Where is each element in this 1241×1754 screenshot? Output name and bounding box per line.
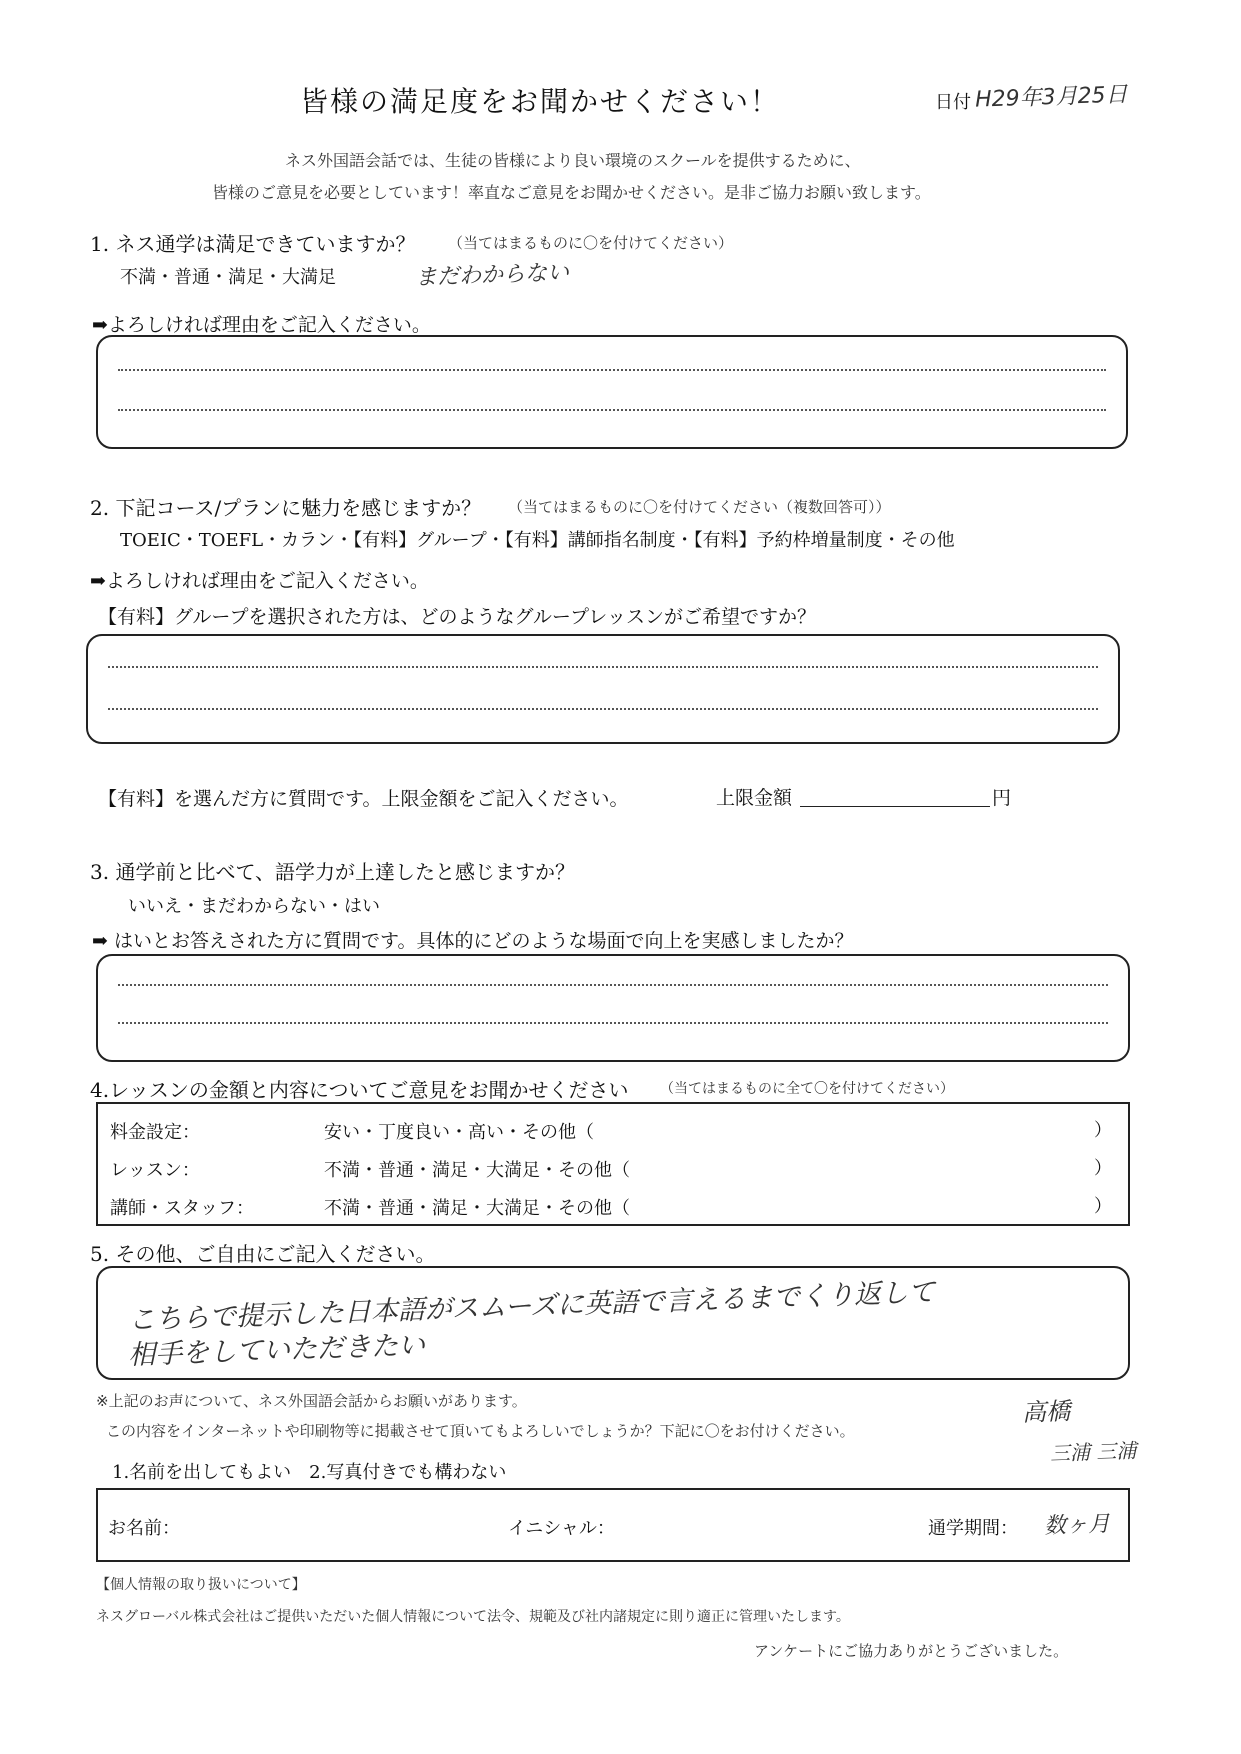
name-label: お名前：	[108, 1518, 180, 1539]
q1-instruction: （当てはまるものに〇を付けてください）	[448, 234, 734, 252]
q5-handwritten-line-2: 相手をしていただきたい	[127, 1329, 426, 1372]
q4-row-label-lesson: レッスン：	[110, 1160, 200, 1181]
q1-reason-box[interactable]	[96, 335, 1128, 449]
initial-label: イニシャル：	[508, 1518, 615, 1539]
consent-handwritten-note-2: 三浦 三浦	[1049, 1438, 1137, 1466]
q5-question: 5. その他、ご自由にご記入ください。	[90, 1242, 436, 1266]
q4-row-label-price: 料金設定：	[110, 1122, 200, 1143]
q1-reason-prompt: ➡よろしければ理由をご記入ください。	[92, 314, 431, 336]
period-handwritten: 数ヶ月	[1043, 1511, 1111, 1540]
q2-limit-input[interactable]	[800, 806, 990, 807]
period-label: 通学期間：	[928, 1518, 1018, 1539]
q2-limit-label: 上限金額	[716, 787, 793, 809]
q3-answer-line-1	[118, 984, 1108, 986]
q4-row-close-price: ）	[1094, 1120, 1112, 1141]
thanks-text: アンケートにご協力ありがとうございました。	[754, 1642, 1069, 1660]
q4-question: 4.レッスンの金額と内容についてご意見をお聞かせください	[90, 1078, 629, 1102]
q2-instruction: （当てはまるものに〇を付けてください（複数回答可））	[508, 498, 891, 516]
q4-row-close-lesson: ）	[1094, 1158, 1112, 1179]
q2-question: 2. 下記コース/プランに魅力を感じますか？	[90, 496, 482, 520]
q5-handwritten-line-1: こちらで提示した日本語がスムーズに英語で言えるまでくり返して	[127, 1276, 936, 1337]
consent-request: この内容をインターネットや印刷物等に掲載させて頂いてもよろしいでしょうか？下記に〇をお付けください。	[106, 1422, 855, 1440]
q1-question: 1. ネス通学は満足できていますか？	[90, 232, 416, 256]
q4-row-close-staff: ）	[1094, 1196, 1112, 1217]
q3-question: 3. 通学前と比べて、語学力が上達したと感じますか？	[90, 860, 576, 884]
q4-instruction: （当てはまるものに全て〇を付けてください）	[660, 1081, 954, 1097]
intro-line-2: 皆様のご意見を必要としています！率直なご意見をお聞かせください。是非ご協力お願い致します。	[212, 183, 931, 202]
privacy-text: ネスグローバル株式会社はご提供いただいた個人情報について法令、規範及び社内諸規定に則り適正に管理いたします。	[96, 1609, 850, 1625]
page-title: 皆様の満足度をお聞かせください！	[300, 85, 781, 118]
q1-options: 不満・普通・満足・大満足	[120, 267, 336, 288]
date-label: 日付	[935, 92, 971, 113]
date-handwritten: H29年3月25日	[974, 82, 1128, 113]
consent-handwritten-note-1: 高橋	[1021, 1397, 1071, 1427]
q4-row-label-staff: 講師・スタッフ：	[110, 1198, 254, 1219]
q2-options: TOEIC・TOEFL・カラン・【有料】グループ・【有料】講師指名制度・【有料】予約枠増量制度・その他	[120, 530, 955, 551]
q2-group-prompt: 【有料】グループを選択された方は、どのようなグループレッスンがご希望ですか？	[98, 606, 817, 628]
q2-group-box[interactable]	[86, 634, 1120, 744]
q5-comment-box[interactable]	[96, 1266, 1130, 1380]
q4-row-options-staff[interactable]: 不満・普通・満足・大満足・その他（	[324, 1198, 630, 1219]
q2-group-line-1	[108, 666, 1098, 668]
q2-group-line-2	[108, 708, 1098, 710]
q3-answer-box[interactable]	[96, 954, 1130, 1062]
q1-handwritten-answer: まだわからない	[414, 260, 570, 291]
q3-followup: ➡ はいとお答えされた方に質問です。具体的にどのような場面で向上を実感しましたか？	[92, 930, 854, 952]
consent-note: ※上記のお声について、ネス外国語会話からお願いがあります。	[96, 1392, 527, 1410]
q4-rating-table	[96, 1102, 1130, 1226]
q2-yen: 円	[992, 787, 1012, 809]
q4-row-options-lesson[interactable]: 不満・普通・満足・大満足・その他（	[324, 1160, 630, 1181]
q3-options: いいえ・まだわからない・はい	[128, 896, 380, 917]
q4-row-options-price[interactable]: 安い・丁度良い・高い・その他（	[324, 1122, 594, 1143]
q2-reason-prompt: ➡よろしければ理由をご記入ください。	[90, 570, 429, 592]
q1-reason-line-2	[118, 409, 1106, 411]
q1-reason-line-1	[118, 369, 1106, 371]
q2-paid-prompt: 【有料】を選んだ方に質問です。上限金額をご記入ください。	[98, 788, 629, 810]
q3-answer-line-2	[118, 1022, 1108, 1024]
privacy-title: 【個人情報の取り扱いについて】	[96, 1577, 306, 1593]
signature-box	[96, 1488, 1130, 1562]
consent-options[interactable]: 1.名前を出してもよい 2.写真付きでも構わない	[112, 1462, 507, 1483]
intro-line-1: ネス外国語会話では、生徒の皆様により良い環境のスクールを提供するために、	[285, 151, 861, 170]
